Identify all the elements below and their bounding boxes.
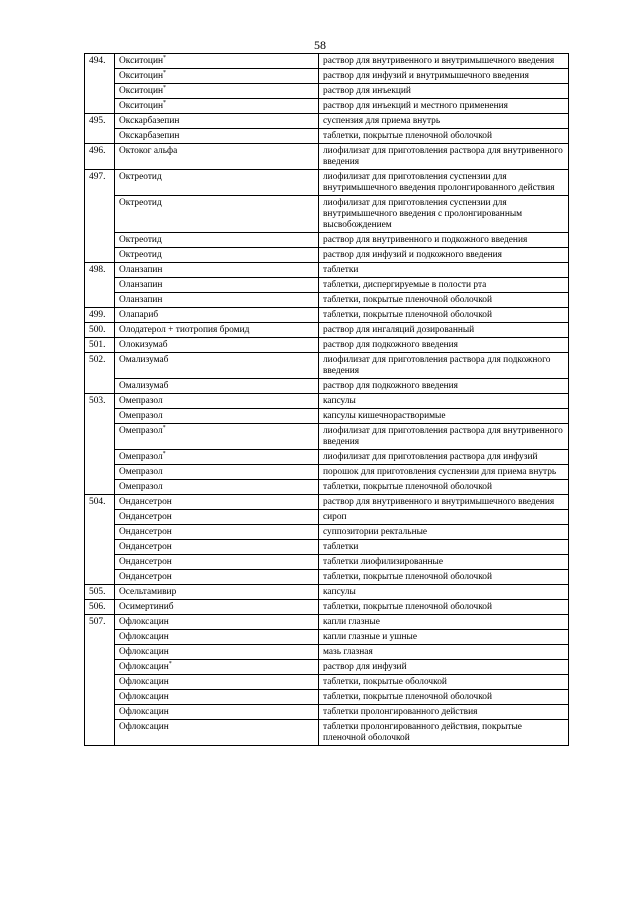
drug-table: [84, 53, 569, 746]
drug-name: Олокизумаб: [119, 339, 168, 350]
dosage-form: таблетки, покрытые оболочкой: [319, 675, 569, 690]
table-row: [85, 114, 569, 129]
drug-name: Октоког альфа: [119, 145, 178, 156]
drug-name: Ондансетрон: [119, 526, 172, 537]
drug-name-cell: [115, 323, 319, 338]
item-number: 498.: [85, 263, 115, 308]
item-number: 503.: [85, 394, 115, 495]
dosage-form: капсулы: [319, 394, 569, 409]
table-row: [85, 630, 569, 645]
drug-name: Офлоксацин: [119, 676, 169, 687]
dosage-form: таблетки, покрытые пленочной оболочкой: [319, 308, 569, 323]
drug-name-cell: [115, 129, 319, 144]
drug-name-cell: [115, 480, 319, 495]
table-row: [85, 480, 569, 495]
table-row: [85, 600, 569, 615]
drug-table-body: [85, 54, 569, 746]
item-number: 500.: [85, 323, 115, 338]
drug-name: Ондансетрон: [119, 496, 172, 507]
drug-name: Омализумаб: [119, 354, 169, 365]
drug-name-cell: [115, 450, 319, 465]
item-number: 497.: [85, 170, 115, 263]
dosage-form: раствор для внутривенного и подкожного введения: [319, 233, 569, 248]
drug-name-cell: [115, 615, 319, 630]
drug-name: Ондансетрон: [119, 556, 172, 567]
footnote-mark: *: [162, 69, 166, 76]
drug-name: Олодатерол + тиотропия бромид: [119, 324, 250, 335]
item-number: 494.: [85, 54, 115, 114]
drug-name-cell: [115, 99, 319, 114]
drug-name: Омепразол: [119, 395, 163, 406]
drug-name: Октреотид: [119, 234, 162, 245]
table-row: [85, 409, 569, 424]
table-row: [85, 424, 569, 450]
footnote-mark: *: [162, 424, 166, 431]
drug-name-cell: [115, 84, 319, 99]
drug-name: Окскарбазепин: [119, 115, 180, 126]
table-row: [85, 54, 569, 69]
table-row: [85, 615, 569, 630]
drug-name-cell: [115, 690, 319, 705]
drug-name-cell: [115, 144, 319, 170]
dosage-form: таблетки, диспергируемые в полости рта: [319, 278, 569, 293]
table-row: [85, 525, 569, 540]
dosage-form: мазь глазная: [319, 645, 569, 660]
footnote-mark: *: [162, 54, 166, 61]
drug-name: Октреотид: [119, 249, 162, 260]
footnote-mark: *: [162, 99, 166, 106]
table-row: [85, 495, 569, 510]
drug-name: Ондансетрон: [119, 541, 172, 552]
dosage-form: суппозитории ректальные: [319, 525, 569, 540]
drug-name: Окситоцин: [119, 55, 163, 66]
item-number: 502.: [85, 353, 115, 394]
table-row: [85, 248, 569, 263]
table-row: [85, 144, 569, 170]
drug-name-cell: [115, 308, 319, 323]
table-row: [85, 585, 569, 600]
table-row: [85, 510, 569, 525]
drug-name: Октреотид: [119, 171, 162, 182]
drug-name: Ондансетрон: [119, 571, 172, 582]
dosage-form: лиофилизат для приготовления раствора для внутривенного введения: [319, 144, 569, 170]
table-row: [85, 540, 569, 555]
drug-name: Омализумаб: [119, 380, 169, 391]
table-row: [85, 129, 569, 144]
table-row: [85, 555, 569, 570]
table-row: [85, 720, 569, 746]
dosage-form: таблетки, покрытые пленочной оболочкой: [319, 600, 569, 615]
dosage-form: таблетки пролонгированного действия, покрытые пленочной оболочкой: [319, 720, 569, 746]
drug-name-cell: [115, 69, 319, 84]
dosage-form: лиофилизат для приготовления раствора для подкожного введения: [319, 353, 569, 379]
drug-name-cell: [115, 424, 319, 450]
drug-name: Омепразол: [119, 481, 163, 492]
dosage-form: таблетки, покрытые пленочной оболочкой: [319, 129, 569, 144]
dosage-form: суспензия для приема внутрь: [319, 114, 569, 129]
table-row: [85, 465, 569, 480]
drug-name-cell: [115, 645, 319, 660]
drug-name: Офлоксацин: [119, 616, 169, 627]
dosage-form: лиофилизат для приготовления суспензии для внутримышечного введения с пролонгированным высвобождением: [319, 196, 569, 233]
dosage-form: таблетки, покрытые пленочной оболочкой: [319, 480, 569, 495]
drug-name: Оланзапин: [119, 279, 163, 290]
item-number: 496.: [85, 144, 115, 170]
table-row: [85, 645, 569, 660]
drug-name-cell: [115, 630, 319, 645]
drug-name-cell: [115, 705, 319, 720]
drug-name: Омепразол: [119, 466, 163, 477]
dosage-form: таблетки: [319, 263, 569, 278]
dosage-form: таблетки лиофилизированные: [319, 555, 569, 570]
dosage-form: раствор для подкожного введения: [319, 338, 569, 353]
table-row: [85, 196, 569, 233]
table-row: [85, 570, 569, 585]
drug-name-cell: [115, 293, 319, 308]
drug-name-cell: [115, 114, 319, 129]
drug-name-cell: [115, 525, 319, 540]
dosage-form: раствор для внутривенного и внутримышечного введения: [319, 54, 569, 69]
dosage-form: порошок для приготовления суспензии для приема внутрь: [319, 465, 569, 480]
table-row: [85, 394, 569, 409]
drug-name: Офлоксацин: [119, 691, 169, 702]
item-number: 499.: [85, 308, 115, 323]
footnote-mark: *: [162, 450, 166, 457]
table-row: [85, 450, 569, 465]
drug-name-cell: [115, 570, 319, 585]
drug-name: Омепразол: [119, 410, 163, 421]
drug-name: Ондансетрон: [119, 511, 172, 522]
drug-name: Офлоксацин: [119, 706, 169, 717]
drug-name-cell: [115, 379, 319, 394]
drug-name: Окситоцин: [119, 100, 163, 111]
drug-name: Оланзапин: [119, 264, 163, 275]
dosage-form: раствор для инфузий и подкожного введения: [319, 248, 569, 263]
drug-name: Окситоцин: [119, 70, 163, 81]
item-number: 507.: [85, 615, 115, 746]
drug-name-cell: [115, 196, 319, 233]
dosage-form: раствор для инъекций и местного применения: [319, 99, 569, 114]
drug-name-cell: [115, 170, 319, 196]
item-number: 504.: [85, 495, 115, 585]
table-row: [85, 675, 569, 690]
drug-name-cell: [115, 465, 319, 480]
dosage-form: капсулы: [319, 585, 569, 600]
drug-name-cell: [115, 54, 319, 69]
drug-name-cell: [115, 675, 319, 690]
drug-name: Омепразол: [119, 451, 163, 462]
drug-name-cell: [115, 263, 319, 278]
drug-name-cell: [115, 338, 319, 353]
dosage-form: раствор для внутривенного и внутримышечного введения: [319, 495, 569, 510]
dosage-form: раствор для ингаляций дозированный: [319, 323, 569, 338]
dosage-form: лиофилизат для приготовления раствора для внутривенного введения: [319, 424, 569, 450]
item-number: 495.: [85, 114, 115, 144]
item-number: 501.: [85, 338, 115, 353]
drug-name: Окскарбазепин: [119, 130, 180, 141]
drug-name-cell: [115, 353, 319, 379]
drug-name-cell: [115, 409, 319, 424]
table-row: [85, 660, 569, 675]
table-row: [85, 263, 569, 278]
drug-name: Олапариб: [119, 309, 159, 320]
drug-name: Офлоксацин: [119, 646, 169, 657]
table-row: [85, 308, 569, 323]
dosage-form: капли глазные и ушные: [319, 630, 569, 645]
table-row: [85, 84, 569, 99]
dosage-form: таблетки, покрытые пленочной оболочкой: [319, 293, 569, 308]
item-number: 506.: [85, 600, 115, 615]
dosage-form: таблетки, покрытые пленочной оболочкой: [319, 690, 569, 705]
drug-name: Осимертиниб: [119, 601, 174, 612]
drug-name: Офлоксацин: [119, 631, 169, 642]
table-row: [85, 233, 569, 248]
dosage-form: раствор для инфузий: [319, 660, 569, 675]
drug-name-cell: [115, 495, 319, 510]
drug-name: Окситоцин: [119, 85, 163, 96]
drug-name-cell: [115, 278, 319, 293]
table-row: [85, 278, 569, 293]
table-row: [85, 323, 569, 338]
table-row: [85, 293, 569, 308]
page-number: 58: [314, 38, 326, 52]
dosage-form: раствор для подкожного введения: [319, 379, 569, 394]
table-row: [85, 170, 569, 196]
dosage-form: раствор для инъекций: [319, 84, 569, 99]
item-number: 505.: [85, 585, 115, 600]
footnote-mark: *: [162, 84, 166, 91]
drug-name-cell: [115, 394, 319, 409]
drug-name: Оланзапин: [119, 294, 163, 305]
table-row: [85, 353, 569, 379]
drug-name-cell: [115, 660, 319, 675]
drug-name-cell: [115, 720, 319, 746]
drug-name: Осельтамивир: [119, 586, 177, 597]
drug-name-cell: [115, 555, 319, 570]
dosage-form: лиофилизат для приготовления суспензии для внутримышечного введения пролонгированного действия: [319, 170, 569, 196]
dosage-form: таблетки, покрытые пленочной оболочкой: [319, 570, 569, 585]
drug-name: Офлоксацин: [119, 661, 169, 672]
drug-name: Омепразол: [119, 425, 163, 436]
drug-name: Офлоксацин: [119, 721, 169, 732]
drug-name-cell: [115, 540, 319, 555]
drug-name-cell: [115, 233, 319, 248]
table-row: [85, 99, 569, 114]
dosage-form: раствор для инфузий и внутримышечного введения: [319, 69, 569, 84]
dosage-form: таблетки: [319, 540, 569, 555]
footnote-mark: *: [168, 660, 172, 667]
dosage-form: капли глазные: [319, 615, 569, 630]
table-row: [85, 690, 569, 705]
drug-name: Октреотид: [119, 197, 162, 208]
table-row: [85, 69, 569, 84]
table-row: [85, 705, 569, 720]
drug-name-cell: [115, 585, 319, 600]
dosage-form: сироп: [319, 510, 569, 525]
drug-name-cell: [115, 248, 319, 263]
drug-name-cell: [115, 510, 319, 525]
table-row: [85, 379, 569, 394]
dosage-form: лиофилизат для приготовления раствора для инфузий: [319, 450, 569, 465]
drug-name-cell: [115, 600, 319, 615]
table-row: [85, 338, 569, 353]
dosage-form: капсулы кишечнорастворимые: [319, 409, 569, 424]
dosage-form: таблетки пролонгированного действия: [319, 705, 569, 720]
